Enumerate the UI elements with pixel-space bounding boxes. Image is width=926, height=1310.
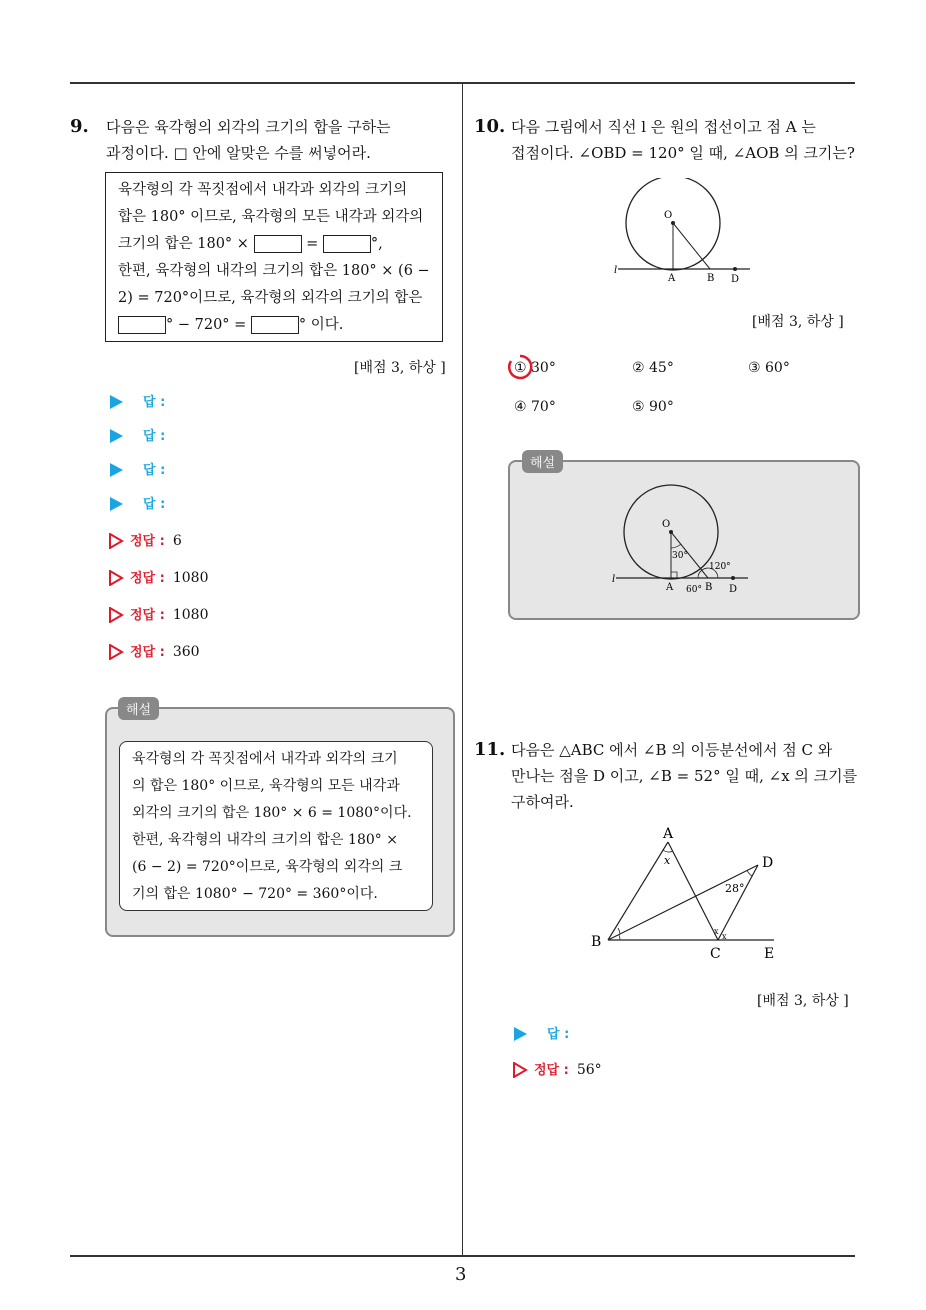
fig-label-D: D	[731, 274, 740, 285]
explanation-line: 의 합은 180° 이므로, 육각형의 모든 내각과	[132, 778, 400, 794]
answer-arrow-icon	[514, 1027, 527, 1041]
q9-box-text: 크기의 합은 180° ×	[118, 236, 249, 252]
q9-box-line: 2) = 720°이므로, 육각형의 외각의 크기의 합은	[118, 290, 423, 306]
answer-label: 답 :	[143, 395, 166, 410]
q11-correct-row	[512, 1060, 602, 1080]
fig-label-D: D	[729, 584, 738, 595]
fig-label-l: l	[612, 574, 616, 585]
fig-label-E: E	[764, 946, 775, 962]
answer-arrow-icon	[110, 463, 123, 477]
q11-score: [배점 3, 하상 ]	[757, 993, 849, 1009]
q9-correct-row	[108, 605, 208, 625]
fig-angle-120: 120°	[709, 562, 731, 572]
answer-arrow-icon	[110, 395, 123, 409]
q9-box-line	[118, 231, 442, 258]
q9-explanation-box	[119, 741, 433, 911]
q9-correct-row	[108, 642, 200, 662]
q9-question-line: 다음은 육각형의 외각의 크기의 합을 구하는	[106, 118, 391, 136]
q9-answer-row[interactable]	[110, 460, 165, 480]
q10-explanation-panel	[508, 460, 860, 620]
q10-figure	[610, 178, 760, 288]
explanation-line: 기의 합은 1080° − 720° = 360°이다.	[132, 886, 378, 902]
fig-angle-30: 30°	[672, 551, 688, 561]
explanation-line: 한편, 육각형의 내각의 크기의 합은 180° ×	[132, 832, 398, 848]
q9-explanation-panel	[105, 707, 455, 937]
q9-explanation-tag: 해설	[118, 697, 159, 720]
fig-label-A: A	[666, 582, 674, 593]
fig-label-O: O	[662, 519, 671, 530]
q9-blank-4[interactable]	[251, 316, 299, 334]
fig-angle-28: 28°	[725, 882, 745, 895]
q11-number: 11.	[474, 739, 506, 760]
correct-label: 정답 :	[130, 608, 165, 623]
answer-label: 답 :	[143, 497, 166, 512]
q11-answer-row[interactable]	[514, 1024, 569, 1044]
fig-label-B: B	[591, 934, 602, 950]
answer-arrow-icon	[110, 429, 123, 443]
q10-question-line: 다음 그림에서 직선 l 은 원의 접선이고 점 A 는	[511, 118, 816, 136]
q11-question-line: 다음은 △ABC 에서 ∠B 의 이등분선에서 점 C 와	[511, 741, 833, 759]
q9-process-box	[105, 172, 443, 342]
fig-angle-x: x	[664, 854, 671, 867]
explanation-line: 육각형의 각 꼭짓점에서 내각과 외각의 크기	[132, 751, 398, 767]
q10-choice-1[interactable]: ① 30°	[514, 360, 556, 376]
q10-question	[511, 114, 855, 166]
answer-label: 답 :	[547, 1027, 570, 1042]
q9-box-text: °,	[370, 236, 383, 252]
q10-number: 10.	[474, 116, 506, 137]
q9-number: 9.	[70, 116, 89, 137]
page-number: 3	[455, 1264, 467, 1285]
q9-correct-row	[108, 531, 182, 551]
fig-label-B: B	[705, 582, 713, 593]
fig-angle-60: 60°	[686, 585, 702, 595]
q9-answer-row[interactable]	[110, 426, 165, 446]
fig-label-O: O	[664, 210, 673, 221]
q9-question-line: 과정이다. □ 안에 알맞은 수를 써넣어라.	[106, 144, 371, 162]
correct-arrow-icon	[512, 1062, 528, 1078]
q11-question	[511, 737, 857, 815]
correct-arrow-icon	[108, 533, 124, 549]
q9-answer-row[interactable]	[110, 392, 165, 412]
q9-blank-3[interactable]	[118, 316, 166, 334]
q10-choice-5[interactable]: ⑤ 90°	[632, 399, 674, 415]
fig-label-B: B	[707, 273, 715, 284]
correct-value: 56°	[576, 1062, 602, 1078]
q9-blank-2[interactable]	[323, 235, 371, 253]
correct-value: 1080	[172, 570, 209, 586]
q10-choice-2[interactable]: ② 45°	[632, 360, 674, 376]
correct-arrow-icon	[108, 570, 124, 586]
q11-question-line: 만나는 점을 D 이고, ∠B = 52° 일 때, ∠x 의 크기를	[511, 767, 858, 785]
correct-value: 6	[172, 533, 182, 549]
q9-correct-row	[108, 568, 208, 588]
q11-figure	[586, 822, 786, 964]
q9-score: [배점 3, 하상 ]	[354, 360, 446, 376]
q9-box-line: 육각형의 각 꼭짓점에서 내각과 외각의 크기의	[118, 182, 408, 198]
correct-value: 1080	[172, 607, 209, 623]
explanation-line: 외각의 크기의 합은 180° × 6 = 1080°이다.	[132, 805, 412, 821]
q9-blank-1[interactable]	[254, 235, 302, 253]
q9-box-text: ° − 720° =	[166, 317, 247, 333]
answer-arrow-icon	[110, 497, 123, 511]
fig-angle-mark: x	[722, 932, 727, 941]
answer-label: 답 :	[143, 463, 166, 478]
q10-question-line: 접점이다. ∠OBD = 120° 일 때, ∠AOB 의 크기는?	[511, 144, 855, 162]
q9-box-text: ° 이다.	[298, 317, 344, 333]
correct-value: 360	[172, 644, 200, 660]
q10-score: [배점 3, 하상 ]	[752, 314, 844, 330]
fig-label-A: A	[663, 826, 674, 842]
q10-explanation-figure	[608, 478, 758, 598]
q10-explanation-tag: 해설	[522, 450, 563, 473]
correct-arrow-icon	[108, 607, 124, 623]
q9-box-line: 한편, 육각형의 내각의 크기의 합은 180° × (6 −	[118, 263, 430, 279]
q9-box-line: 합은 180° 이므로, 육각형의 모든 내각과 외각의	[118, 209, 424, 225]
fig-angle-mark: x	[714, 927, 719, 936]
q10-choice-4[interactable]: ④ 70°	[514, 399, 556, 415]
fig-label-C: C	[710, 946, 721, 962]
fig-label-l: l	[614, 265, 618, 276]
column-divider	[462, 84, 463, 1256]
fig-label-D: D	[762, 855, 774, 871]
q9-answer-row[interactable]	[110, 494, 165, 514]
q9-box-text: =	[306, 236, 319, 252]
q11-question-line: 구하여라.	[511, 793, 574, 811]
correct-label: 정답 :	[130, 534, 165, 549]
answer-label: 답 :	[143, 429, 166, 444]
fig-label-A: A	[668, 273, 676, 284]
correct-arrow-icon	[108, 644, 124, 660]
q9-box-line	[118, 312, 442, 339]
correct-label: 정답 :	[534, 1063, 569, 1078]
correct-label: 정답 :	[130, 645, 165, 660]
correct-label: 정답 :	[130, 571, 165, 586]
explanation-line: (6 − 2) = 720°이므로, 육각형의 외각의 크	[132, 859, 403, 875]
q10-choice-3[interactable]: ③ 60°	[748, 360, 790, 376]
q9-question	[106, 114, 391, 166]
